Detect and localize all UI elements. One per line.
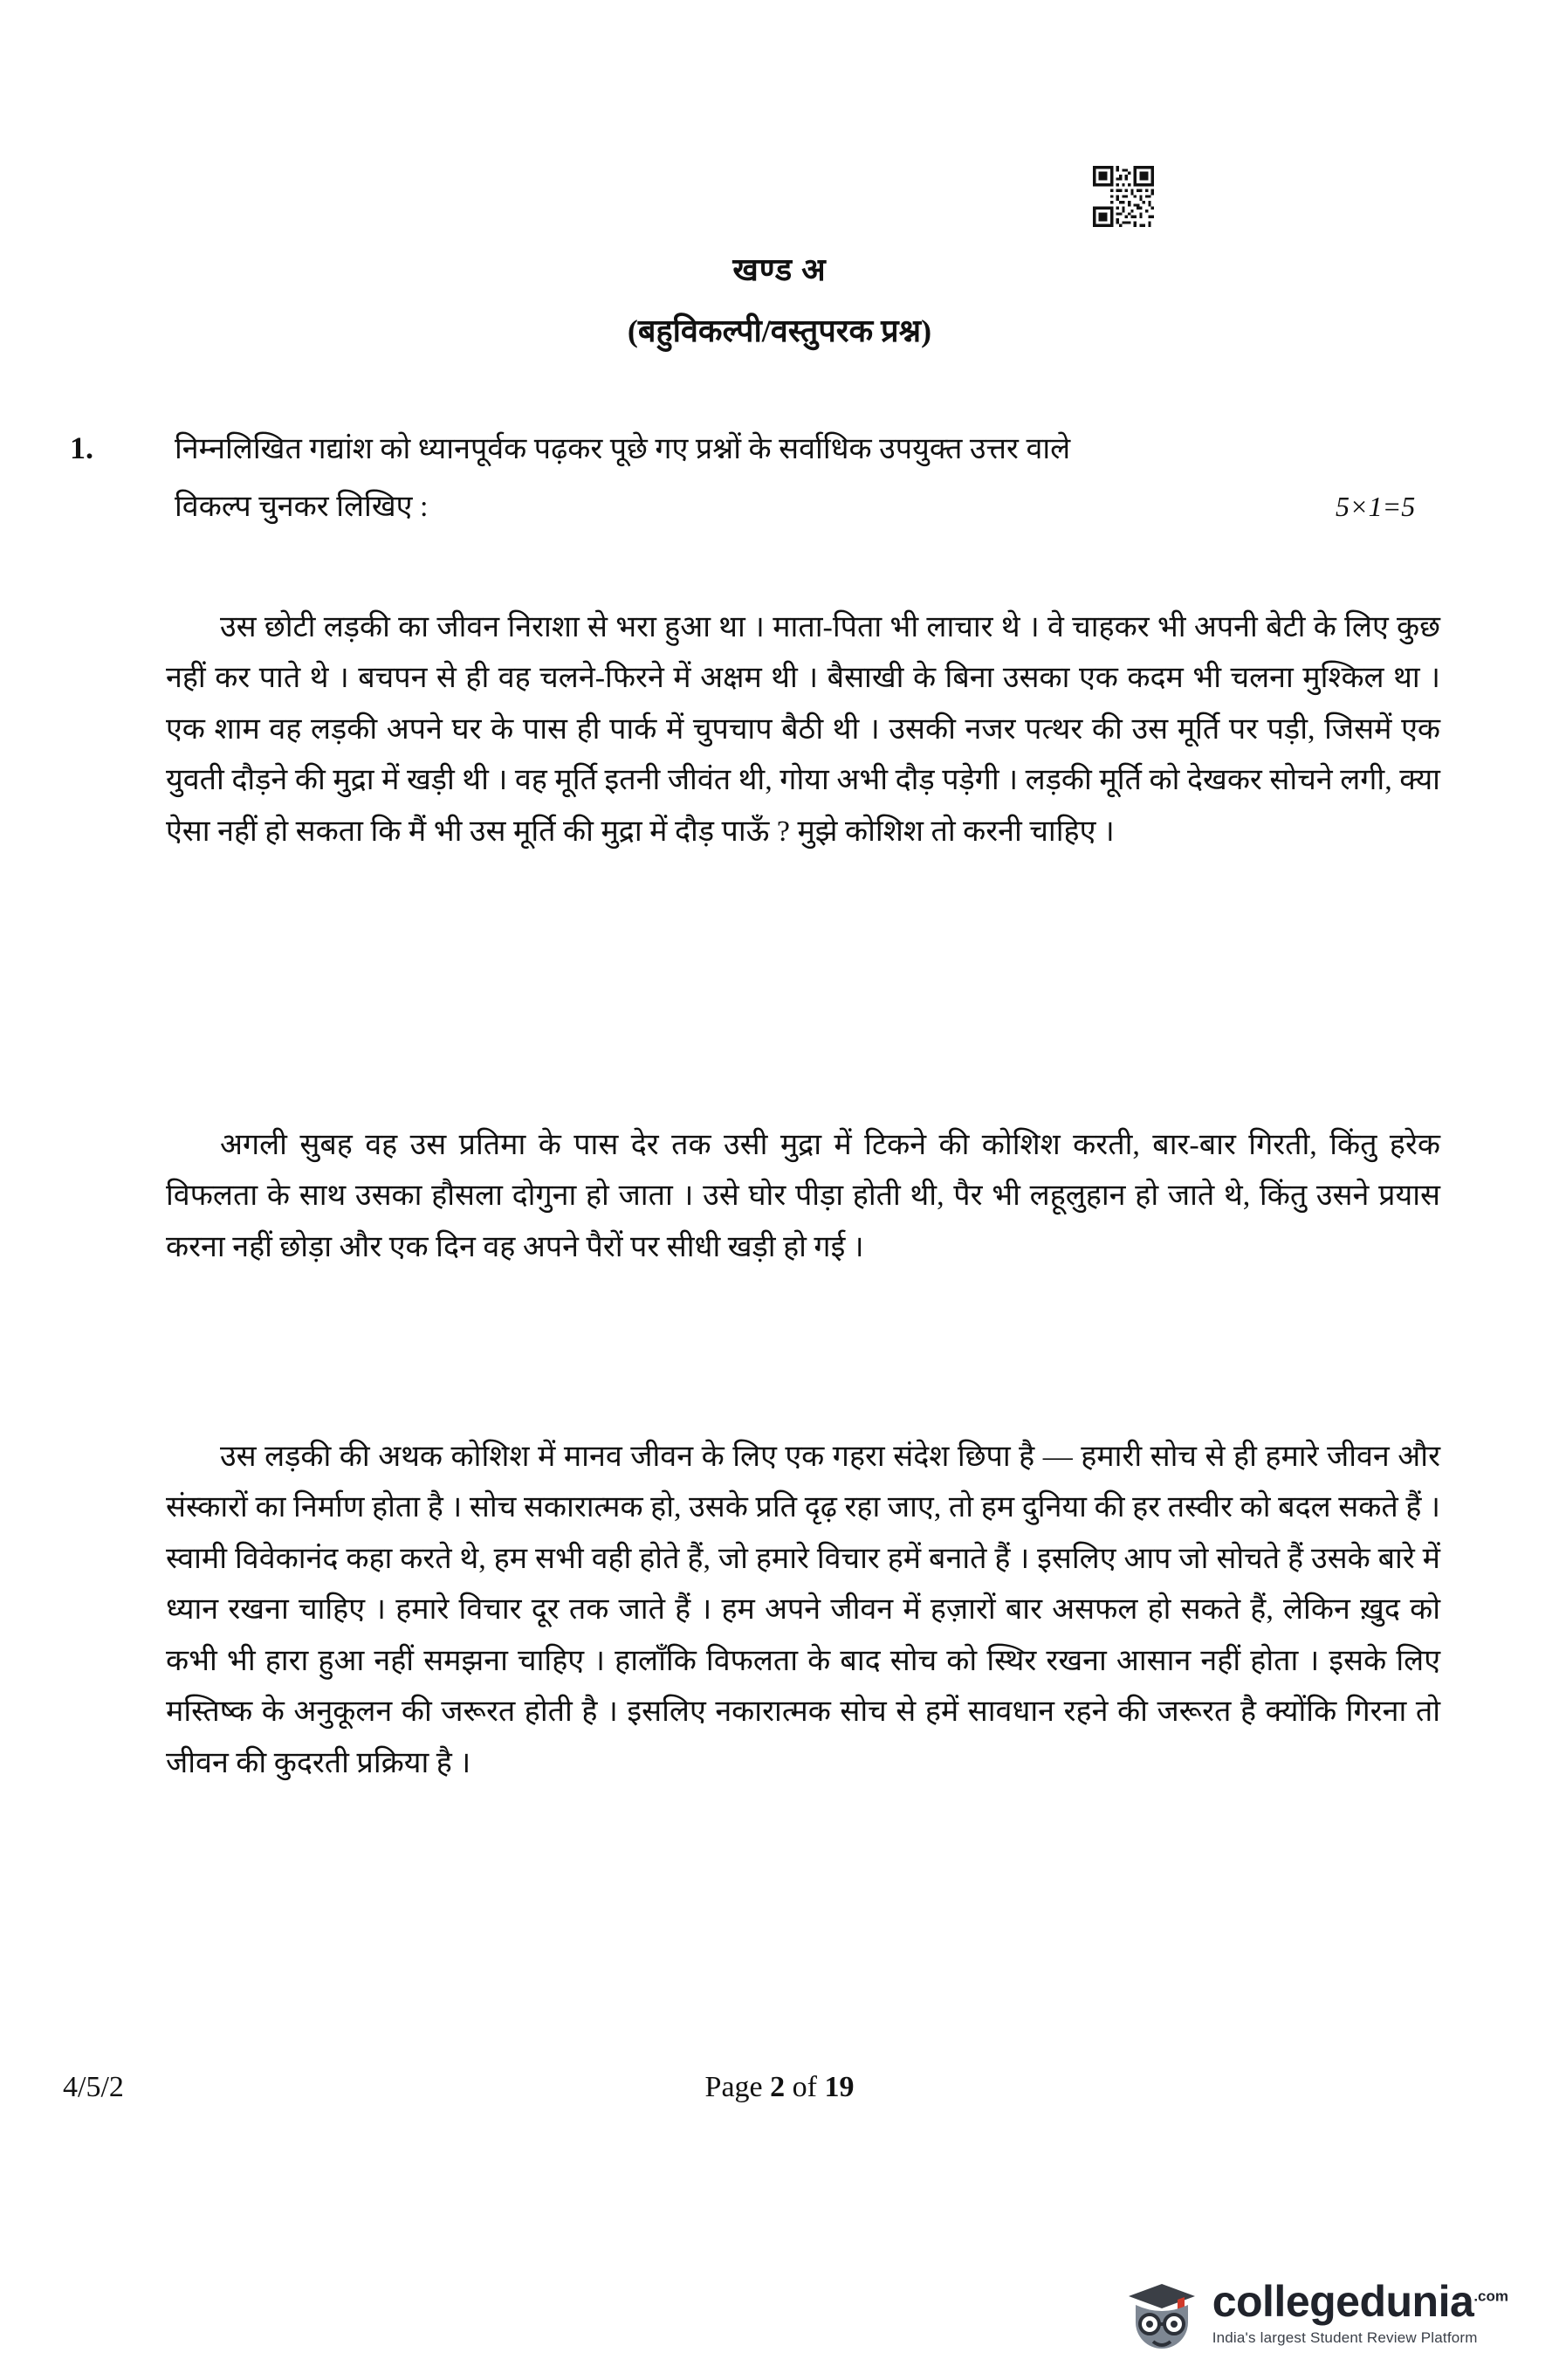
passage-paragraph-2 <box>166 1120 1440 1273</box>
passage-text: उस छोटी लड़की का जीवन निराशा से भरा हुआ था । माता-पिता भी लाचार थे । वे चाहकर भी अपनी बेटी के लिए कुछ नहीं कर पाते थे । बचपन से ही वह चलने-फिरने में अक्षम थी । बैसाखी के बिना उसका एक कदम भी चलना मुश्किल था । एक शाम वह लड़की अपने घर के पास ही पार्क में चुपचाप बैठी थी । उसकी नजर पत्थर की उस मूर्ति पर पड़ी, जिसमें एक युवती दौड़ने की मुद्रा में खड़ी थी । वह मूर्ति इतनी जीवंत थी, गोया अभी दौड़ पड़ेगी । लड़की मूर्ति को देखकर सोचने लगी, क्या ऐसा नहीं हो सकता कि मैं भी उस मूर्ति की मुद्रा में दौड़ पाऊँ ? मुझे कोशिश तो करनी चाहिए । <box>166 611 1440 848</box>
page-of-label: of <box>792 2071 817 2103</box>
paper-code: 4/5/2 <box>63 2071 124 2103</box>
brand-suffix: .com <box>1473 2287 1508 2304</box>
graduate-mascot-icon <box>1123 2270 1200 2354</box>
qr-code-icon <box>1093 166 1154 227</box>
question-instruction-line-2: विकल्प चुनकर लिखिए : <box>175 491 429 523</box>
brand-tagline: India's largest Student Review Platform <box>1212 2328 1478 2346</box>
page-label: Page <box>704 2071 763 2103</box>
passage-text: उस लड़की की अथक कोशिश में मानव जीवन के लिए एक गहरा संदेश छिपा है — हमारी सोच से ही हमारे जीवन और संस्कारों का निर्माण होता है । सोच सकारात्मक हो, उसके प्रति दृढ़ रहा जाए, तो हम दुनिया की हर तस्वीर को बदल सकते हैं । स्वामी विवेकानंद कहा करते थे, हम सभी वही होते हैं, जो हमारे विचार हमें बनाते हैं । इसलिए आप जो सोचते हैं उसके बारे में ध्यान रखना चाहिए । हमारे विचार दूर तक जाते हैं । हम अपने जीवन में हज़ारों बार असफल हो सकते हैं, लेकिन ख़ुद को कभी भी हारा हुआ नहीं समझना चाहिए । हालाँकि विफलता के बाद सोच को स्थिर रखना आसान नहीं होता । इसके लिए मस्तिष्क के अनुकूलन की जरूरत होती है । इसलिए नकारात्मक सोच से हमें सावधान रहने की जरूरत है क्योंकि गिरना तो जीवन की कुदरती प्रक्रिया है । <box>166 1441 1441 1779</box>
brand-name <box>1212 2276 1508 2326</box>
question-marks: 5×1=5 <box>1336 491 1416 522</box>
brand-text <box>1212 2276 1508 2346</box>
question-number: 1. <box>70 430 93 465</box>
brand-name-text: collegedunia <box>1212 2276 1474 2326</box>
section-heading: खण्ड अ <box>732 252 827 287</box>
passage-text: अगली सुबह वह उस प्रतिमा के पास देर तक उसी मुद्रा में टिकने की कोशिश करती, बार-बार गिरती, किंतु हरेक विफलता के साथ उसका हौसला दोगुना हो जाता । उसे घोर पीड़ा होती थी, पैर भी लहूलुहान हो जाते थे, किंतु उसने प्रयास करना नहीं छोड़ा और एक दिन वह अपने पैरों पर सीधी खड़ी हो गई । <box>166 1129 1440 1263</box>
page-total: 19 <box>824 2071 855 2103</box>
page-number: 2 <box>770 2071 786 2103</box>
section-subheading: (बहुविकल्पी/वस्तुपरक प्रश्न) <box>627 313 932 348</box>
page-footer <box>0 2071 1559 2104</box>
question-instruction-line-1: निम्नलिखित गद्यांश को ध्यानपूर्वक पढ़कर पूछे गए प्रश्नों के सर्वाधिक उपयुक्त उत्तर वाले <box>175 433 1071 465</box>
passage-paragraph-1 <box>166 602 1440 857</box>
collegedunia-watermark <box>1123 2267 1508 2357</box>
passage-paragraph-3 <box>166 1432 1440 1789</box>
